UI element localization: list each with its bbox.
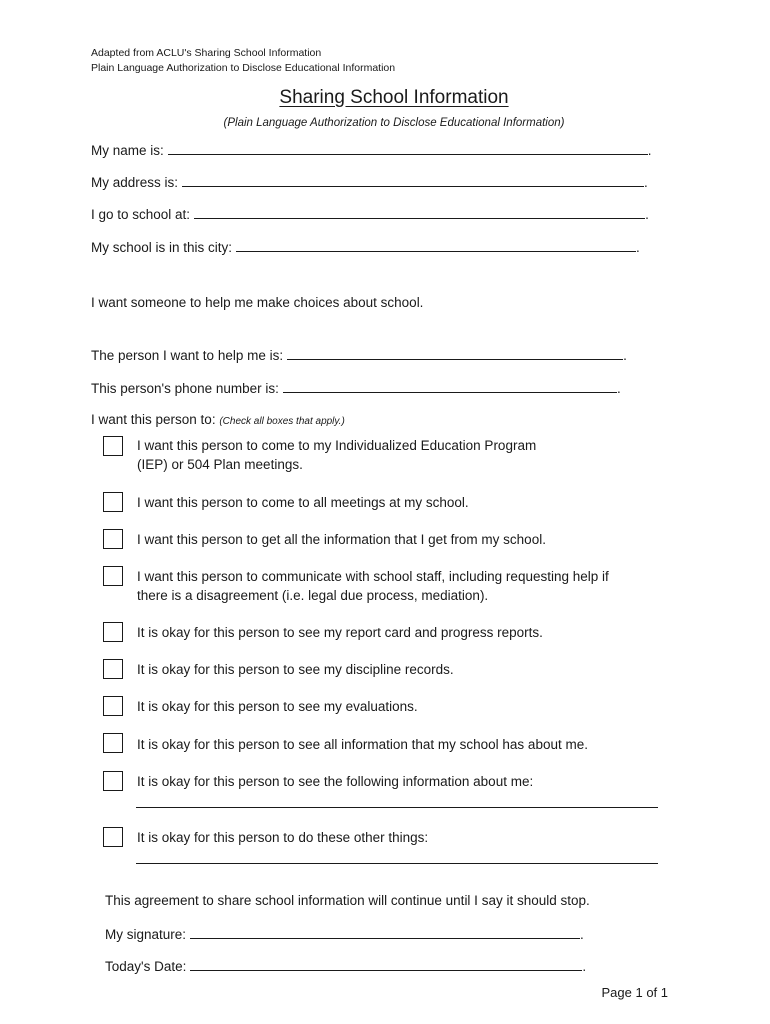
page-number: Page 1 of 1 xyxy=(601,985,668,1000)
phone-label: This person's phone number is: xyxy=(91,381,279,396)
checkbox-label-line: (IEP) or 504 Plan meetings. xyxy=(137,457,303,472)
intro-text: I want someone to help me make choices about school. xyxy=(91,295,424,310)
name-row xyxy=(91,142,652,158)
checkbox-following-info-label: It is okay for this person to see the following information about me: xyxy=(137,774,534,789)
city-period: . xyxy=(636,240,640,255)
checkbox-following-info[interactable] xyxy=(103,771,123,791)
checkbox-label-line: I want this person to come to my Individualized Education Program xyxy=(137,438,537,453)
name-label: My name is: xyxy=(91,143,164,158)
agreement-text: This agreement to share school information will continue until I say it should stop. xyxy=(105,893,590,908)
school-row xyxy=(91,206,649,222)
checkbox-report-card-label: It is okay for this person to see my report card and progress reports. xyxy=(137,625,543,640)
checkbox-all-meetings[interactable] xyxy=(103,492,123,512)
date-period: . xyxy=(582,959,587,974)
checkbox-other-things-label: It is okay for this person to do these other things: xyxy=(137,830,429,845)
city-field[interactable] xyxy=(236,239,636,252)
checkbox-all-meetings-label: I want this person to come to all meetings at my school. xyxy=(137,495,469,510)
address-row xyxy=(91,174,648,190)
checkbox-all-information-label: I want this person to get all the information that I get from my school. xyxy=(137,532,546,547)
city-label: My school is in this city: xyxy=(91,240,233,255)
name-period: . xyxy=(647,143,652,158)
city-row xyxy=(91,239,640,255)
checkbox-other-things[interactable] xyxy=(103,827,123,847)
checkbox-communicate-staff-label xyxy=(137,567,677,605)
checkbox-communicate-staff[interactable] xyxy=(103,566,123,586)
school-period: . xyxy=(645,207,649,222)
header-subject-line: Plain Language Authorization to Disclose Educational Information xyxy=(91,62,396,74)
helper-label: The person I want to help me is: xyxy=(91,348,284,363)
school-field[interactable] xyxy=(194,206,645,219)
checkbox-all-school-info[interactable] xyxy=(103,733,123,753)
checkbox-label-line: I want this person to communicate with school staff, including requesting help if xyxy=(137,569,609,584)
other-things-field[interactable] xyxy=(136,863,658,864)
helper-period: . xyxy=(623,348,627,363)
checkbox-all-information[interactable] xyxy=(103,529,123,549)
checkbox-label-line: there is a disagreement (i.e. legal due process, mediation). xyxy=(137,588,489,603)
helper-field[interactable] xyxy=(287,347,623,360)
address-period: . xyxy=(644,175,648,190)
checkbox-iep-meetings-label xyxy=(137,436,677,474)
checkbox-discipline-records-label: It is okay for this person to see my discipline records. xyxy=(137,662,454,677)
want-row xyxy=(91,412,345,427)
phone-field[interactable] xyxy=(283,380,617,393)
signature-field[interactable] xyxy=(190,926,580,939)
checkbox-evaluations-label: It is okay for this person to see my evaluations. xyxy=(137,699,418,714)
checkbox-report-card[interactable] xyxy=(103,622,123,642)
checkbox-discipline-records[interactable] xyxy=(103,659,123,679)
following-info-field[interactable] xyxy=(136,807,658,808)
signature-row xyxy=(105,926,584,942)
date-row xyxy=(105,958,586,974)
school-label: I go to school at: xyxy=(91,207,191,222)
header-source-line: Adapted from ACLU's Sharing School Information xyxy=(91,47,322,59)
want-label: I want this person to: xyxy=(91,412,216,427)
page-subtitle: (Plain Language Authorization to Disclose Educational Information) xyxy=(223,117,565,129)
check-hint: (Check all boxes that apply.) xyxy=(219,416,345,427)
signature-period: . xyxy=(580,927,584,942)
page-title: Sharing School Information xyxy=(279,87,509,108)
checkbox-evaluations[interactable] xyxy=(103,696,123,716)
helper-row xyxy=(91,347,627,363)
phone-row xyxy=(91,380,621,396)
checkbox-all-school-info-label: It is okay for this person to see all information that my school has about me. xyxy=(137,737,588,752)
address-label: My address is: xyxy=(91,175,179,190)
phone-period: . xyxy=(616,381,621,396)
date-field[interactable] xyxy=(190,958,582,971)
name-field[interactable] xyxy=(168,142,648,155)
date-label: Today's Date: xyxy=(105,959,187,974)
checkbox-iep-meetings[interactable] xyxy=(103,436,123,456)
signature-label: My signature: xyxy=(105,927,187,942)
address-field[interactable] xyxy=(182,174,644,187)
